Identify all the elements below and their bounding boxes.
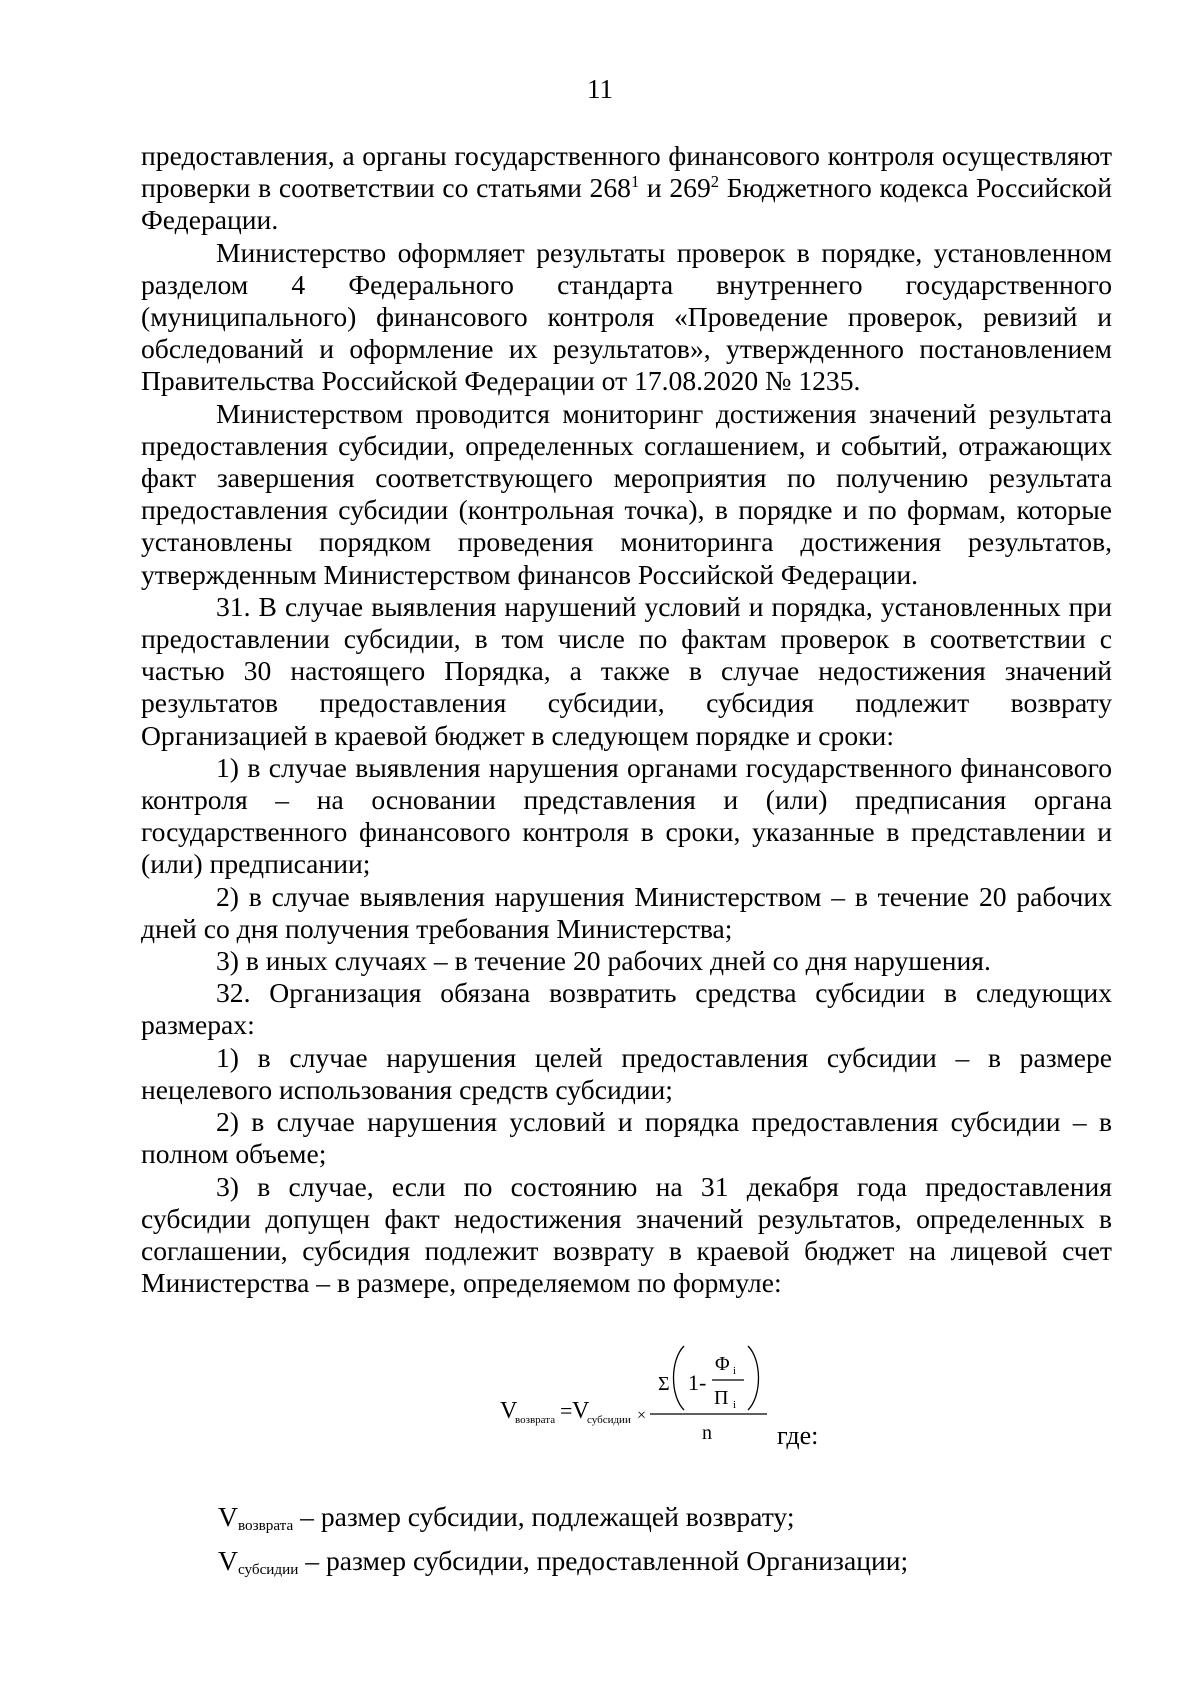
- formula-right-paren: [748, 1346, 759, 1410]
- formula-left-paren: [674, 1346, 685, 1410]
- paragraph-7: 3) в иных случаях – в течение 20 рабочих дней со дня нарушения.: [216, 945, 991, 977]
- paragraph-4: 31. В случае выявления нарушений условий и порядка, установленных при предоставлении субсидии, в том числе по фактам проверок в соответствии с частью 30 настоящего Порядка, а также в случае недостижения значений результатов предоставления субсидии, субсидия подлежит возврату Организацией в краевой бюджет в следующем порядке и сроки:: [141, 590, 1112, 751]
- paragraph-9: 1) в случае нарушения целей предоставления субсидии – в размере нецелевого использования средств субсидии;: [141, 1041, 1112, 1105]
- paragraph-8: 32. Организация обязана возвратить средства субсидии в следующих размерах:: [141, 977, 1112, 1041]
- paragraph-6: 2) в случае выявления нарушения Министерством – в течение 20 рабочих дней со дня получения требования Министерства;: [141, 880, 1112, 944]
- formula-equals: =: [560, 1398, 573, 1423]
- formula-definitions: [218, 1499, 1118, 1587]
- paragraph-10: 2) в случае нарушения условий и порядка предоставления субсидии – в полном объеме;: [141, 1106, 1112, 1170]
- formula-rhs-subscript: субсидии: [587, 1414, 631, 1426]
- formula-sigma: Σ: [658, 1373, 670, 1395]
- formula-one-minus: 1-: [688, 1370, 707, 1395]
- paragraph-3: Министерством проводится мониторинг достижения значений результата предоставления субсидии, определенных соглашением, и событий, отражающих факт завершения соответствующего мероприятия по получению результата предоставления субсидии (контрольная точка), в порядке и по формам, которые установлены порядком проведения мониторинга достижения результатов, утвержденным Министерством финансов Российской Федерации.: [141, 397, 1112, 590]
- formula-lhs-subscript: возврата: [515, 1414, 556, 1426]
- paragraph-1: предоставления, а органы государственного финансового контроля осуществляют проверки в соответствии со статьями 268$^1$ и 269$^2$ Бюджетного кодекса Российской Федерации.: [141, 140, 1112, 236]
- definition-v-subsidy: Vсубсидии – размер субсидии, предоставленной Организации;: [218, 1544, 909, 1578]
- paragraph-11: 3) в случае, если по состоянию на 31 декабря года предоставления субсидии допущен факт недостижения значений результатов, определенных в соглашении, субсидия подлежит возврату в краевой бюджет на лицевой счет Министерства – в размере, определяемом по формуле:: [141, 1170, 1112, 1299]
- formula-times: ×: [637, 1407, 647, 1424]
- formula-phi-subscript: i: [733, 1365, 737, 1377]
- definition-v-return: Vвозврата – размер субсидии, подлежащей возврату;: [218, 1501, 795, 1534]
- return-formula: [500, 1338, 860, 1448]
- paragraph-5: 1) в случае выявления нарушения органами государственного финансового контроля – на основании представления и (или) предписания органа государственного финансового контроля в сроки, указанные в представлении и (или) предписании;: [141, 751, 1112, 880]
- formula-denominator: n: [702, 1422, 712, 1444]
- formula-rhs-symbol: V: [572, 1398, 590, 1424]
- formula-phi: Φ: [715, 1353, 730, 1375]
- formula-pi: П: [714, 1387, 729, 1409]
- formula-pi-subscript: i: [733, 1399, 737, 1411]
- footnote-mark-2: 2: [710, 172, 720, 192]
- formula-where-label: где:: [777, 1421, 819, 1450]
- document-body: [141, 140, 1112, 1299]
- page-number: 11: [587, 74, 613, 104]
- paragraph-2: Министерство оформляет результаты проверок в порядке, установленном разделом 4 Федерального стандарта внутреннего государственного (муниципального) финансового контроля «Проведение проверок, ревизий и обследований и оформление их результатов», утвержденного постановлением Правительства Российской Федерации от 17.08.2020 № 1235.: [141, 236, 1112, 397]
- formula-svg: [500, 1338, 860, 1448]
- formula-lhs-symbol: V: [500, 1398, 518, 1424]
- footnote-mark-1: 1: [630, 172, 640, 192]
